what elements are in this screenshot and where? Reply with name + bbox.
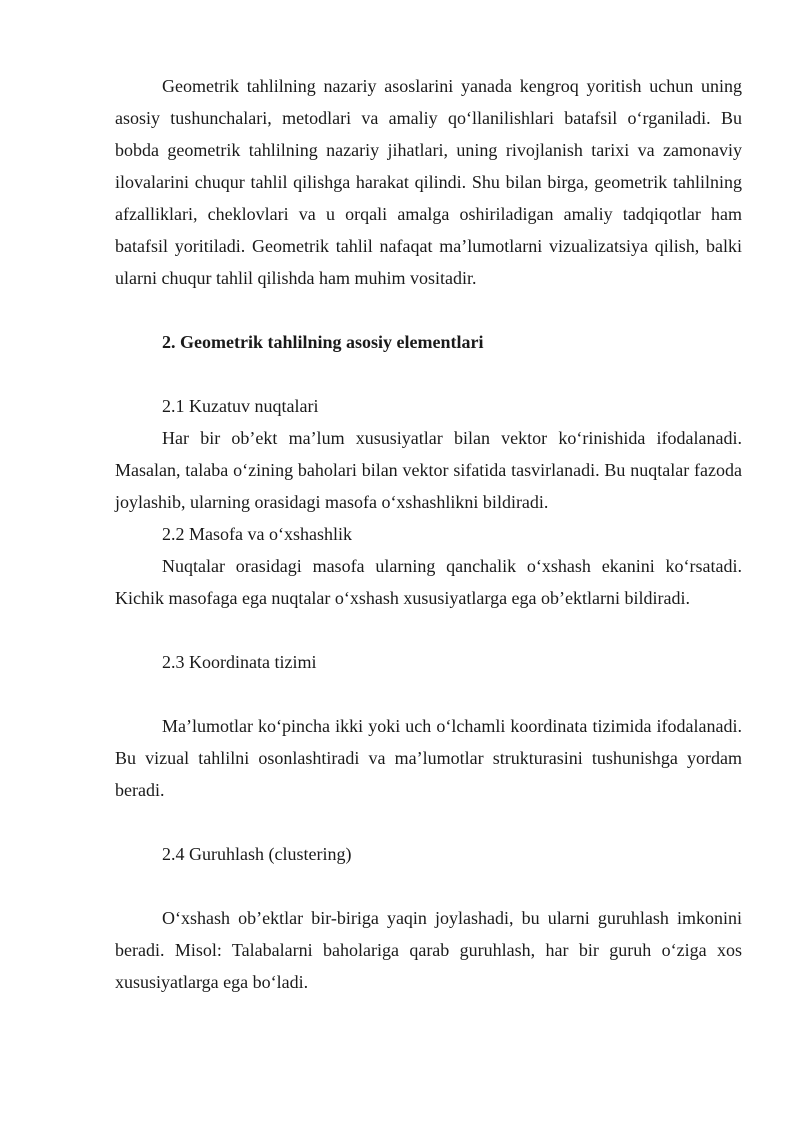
subsection-title-2-1: 2.1 Kuzatuv nuqtalari — [162, 396, 319, 416]
subsection-body-2-3: Ma’lumotlar ko‘pincha ikki yoki uch o‘lchamli koordinata tizimida ifodalanadi. Bu vizual tahlilni osonlashtiradi va ma’lumotlar strukturasini tushunishga yordam beradi. — [115, 716, 742, 800]
subsection-body-2-4: O‘xshash ob’ektlar bir-biriga yaqin joylashadi, bu ularni guruhlash imkonini beradi. Misol: Talabalarni baholariga qarab guruhlash, har bir guruh o‘ziga xos xususiyatlarga ega bo‘ladi. — [115, 908, 742, 992]
spacer — [115, 806, 742, 838]
subsection-title-2-4: 2.4 Guruhlash (clustering) — [162, 844, 352, 864]
intro-paragraph: Geometrik tahlilning nazariy asoslarini yanada kengroq yoritish uchun uning asosiy tushunchalari, metodlari va amaliy qo‘llanilishlari batafsil o‘rganiladi. Bu bobda geometrik tahlilning nazariy jihatlari, uning rivojlanish tarixi va zamonaviy ilovalarini chuqur tahlil qilishga harakat qilindi. Shu bilan birga, geometrik tahlilning afzalliklari, cheklovlari va u orqali amalga oshiriladigan amaliy tadqiqotlar ham batafsil yoritiladi. Geometrik tahlil nafaqat ma’lumotlarni vizualizatsiya qilish, balki ularni chuqur tahlil qilishda ham muhim vositadir. — [115, 76, 742, 288]
document-page — [115, 70, 742, 998]
spacer — [115, 614, 742, 646]
section-heading: 2. Geometrik tahlilning asosiy elementlari — [162, 332, 484, 352]
spacer — [115, 678, 742, 710]
subsection-body-2-2: Nuqtalar orasidagi masofa ularning qanchalik o‘xshash ekanini ko‘rsatadi. Kichik masofaga ega nuqtalar o‘xshash xususiyatlarga ega ob’ektlarni bildiradi. — [115, 556, 742, 608]
subsection-title-2-2: 2.2 Masofa va o‘xshashlik — [162, 524, 352, 544]
subsection-title-2-3: 2.3 Koordinata tizimi — [162, 652, 317, 672]
spacer — [115, 870, 742, 902]
spacer — [115, 294, 742, 326]
subsection-body-2-1: Har bir ob’ekt ma’lum xususiyatlar bilan vektor ko‘rinishida ifodalanadi. Masalan, talaba o‘zining baholari bilan vektor sifatida tasvirlanadi. Bu nuqtalar fazoda joylashib, ularning orasidagi masofa o‘xshashlikni bildiradi. — [115, 428, 742, 512]
spacer — [115, 358, 742, 390]
